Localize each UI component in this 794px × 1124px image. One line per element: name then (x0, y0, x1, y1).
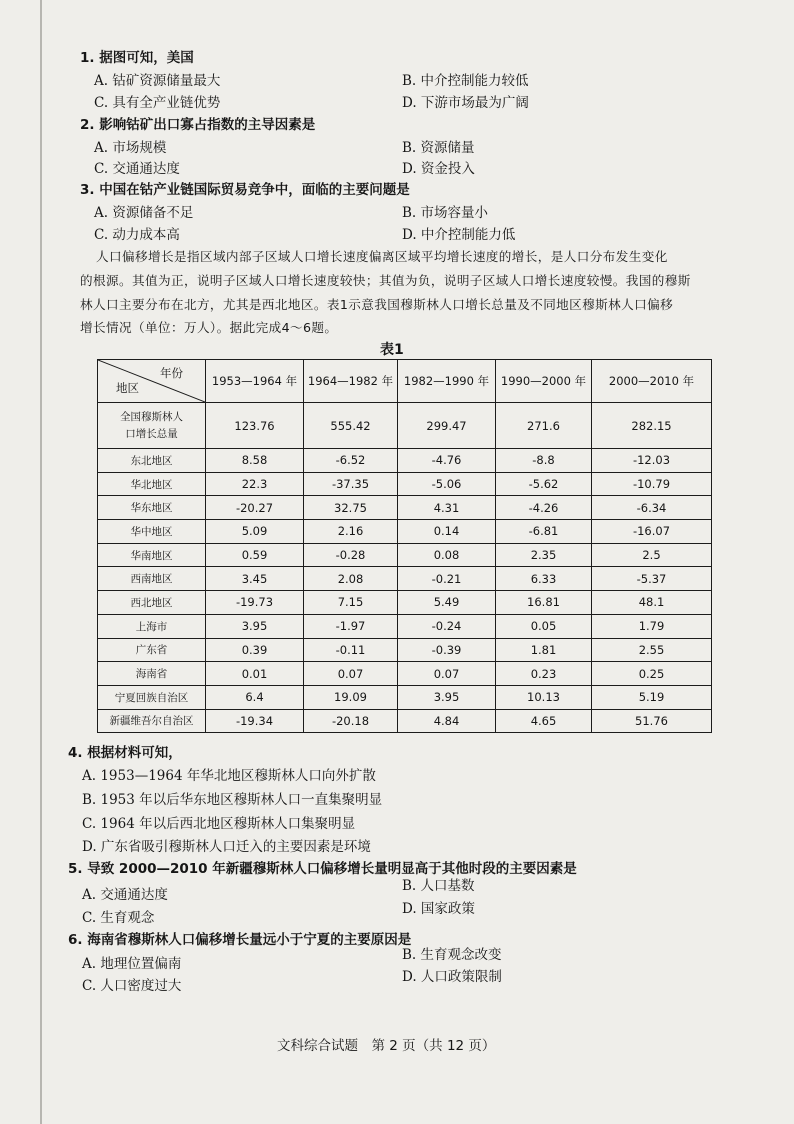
table-cell: -4.76 (398, 449, 496, 473)
table-cell: 5.09 (206, 520, 304, 544)
table-cell: -5.06 (398, 472, 496, 496)
q3-option-c: C. 动力成本高 (94, 227, 180, 243)
total-label-line-1: 全国穆斯林人 (120, 410, 183, 423)
table-row (98, 614, 712, 638)
table-cell: 5.19 (592, 685, 712, 709)
q2-stem: 2. 影响钴矿出口寡占指数的主导因素是 (80, 117, 316, 133)
table-corner-cell (98, 360, 206, 403)
table-row (98, 496, 712, 520)
table-cell: -10.79 (592, 472, 712, 496)
table-row (98, 543, 712, 567)
q6-option-c: C. 人口密度过大 (82, 978, 182, 994)
q4-option-c: C. 1964 年以后西北地区穆斯林人口集聚明显 (82, 816, 356, 832)
table-row (98, 567, 712, 591)
table-cell: 1.79 (592, 614, 712, 638)
table-cell: 282.15 (592, 403, 712, 449)
q3-stem: 3. 中国在钴产业链国际贸易竞争中，面临的主要问题是 (80, 182, 410, 198)
q5-option-a: A. 交通通达度 (82, 887, 168, 903)
region-name-cell: 华北地区 (98, 472, 206, 496)
table-cell: 2.55 (592, 638, 712, 662)
header-region-label: 地区 (116, 381, 139, 395)
table-cell: -5.37 (592, 567, 712, 591)
table-cell: 3.95 (398, 685, 496, 709)
table-cell: 0.07 (398, 662, 496, 686)
q1-option-a: A. 钴矿资源储量最大 (94, 73, 221, 89)
table-body (98, 449, 712, 733)
table-caption: 表1 (380, 342, 404, 358)
q5-stem: 5. 导致 2000—2010 年新疆穆斯林人口偏移增长量明显高于其他时段的主要因素是 (68, 861, 577, 877)
table-cell: -4.26 (496, 496, 592, 520)
table-cell: -1.97 (304, 614, 398, 638)
passage-line-4: 增长情况（单位：万人）。据此完成4～6题。 (80, 320, 338, 335)
region-name-cell: 宁夏回族自治区 (98, 685, 206, 709)
passage-line-2: 的根源。其值为正，说明子区域人口增长速度较快；其值为负，说明子区域人口增长速度较慢。我国的穆斯 (80, 273, 691, 288)
region-name-cell: 海南省 (98, 662, 206, 686)
q1-option-d: D. 下游市场最为广阔 (402, 95, 529, 111)
table-cell: 8.58 (206, 449, 304, 473)
table-cell: 19.09 (304, 685, 398, 709)
table-cell: 2.16 (304, 520, 398, 544)
table-cell: -37.35 (304, 472, 398, 496)
table-cell: 0.59 (206, 543, 304, 567)
q5-option-d: D. 国家政策 (402, 901, 475, 917)
period-header: 2000—2010 年 (592, 360, 712, 403)
table-cell: 7.15 (304, 591, 398, 615)
period-header: 1953—1964 年 (206, 360, 304, 403)
table-cell: 0.01 (206, 662, 304, 686)
table-cell: -16.07 (592, 520, 712, 544)
passage-line-1: 人口偏移增长是指区域内部子区域人口增长速度偏离区域平均增长速度的增长，是人口分布发生变化 (96, 249, 668, 264)
period-header: 1982—1990 年 (398, 360, 496, 403)
table-cell: -6.34 (592, 496, 712, 520)
q6-option-a: A. 地理位置偏南 (82, 956, 182, 972)
q5-option-c: C. 生育观念 (82, 910, 155, 926)
q3-option-b: B. 市场容量小 (402, 205, 489, 221)
total-label-line-2: 口增长总量 (125, 427, 178, 440)
region-name-cell: 西北地区 (98, 591, 206, 615)
region-name-cell: 上海市 (98, 614, 206, 638)
table-cell: 555.42 (304, 403, 398, 449)
table-row (98, 662, 712, 686)
table-cell: 0.07 (304, 662, 398, 686)
q3-option-a: A. 资源储备不足 (94, 205, 194, 221)
region-name-cell: 西南地区 (98, 567, 206, 591)
q4-option-b: B. 1953 年以后华东地区穆斯林人口一直集聚明显 (82, 792, 383, 808)
period-header: 1964—1982 年 (304, 360, 398, 403)
q4-option-a: A. 1953—1964 年华北地区穆斯林人口向外扩散 (82, 768, 376, 784)
table-row-total (98, 403, 712, 449)
table-cell: -20.27 (206, 496, 304, 520)
table-cell: 3.95 (206, 614, 304, 638)
region-name-cell: 华南地区 (98, 543, 206, 567)
q4-stem: 4. 根据材料可知， (68, 745, 182, 761)
q2-option-c: C. 交通通达度 (94, 161, 180, 177)
table-cell: 32.75 (304, 496, 398, 520)
q4-option-d: D. 广东省吸引穆斯林人口迁入的主要因素是环境 (82, 839, 371, 855)
table-cell: 271.6 (496, 403, 592, 449)
table-cell: -8.8 (496, 449, 592, 473)
table-cell: -0.11 (304, 638, 398, 662)
q2-option-b: B. 资源储量 (402, 140, 475, 156)
table-cell: -6.81 (496, 520, 592, 544)
table-cell: -12.03 (592, 449, 712, 473)
table-row (98, 709, 712, 733)
q6-option-d: D. 人口政策限制 (402, 969, 502, 985)
table-cell: 0.05 (496, 614, 592, 638)
table-cell: 6.33 (496, 567, 592, 591)
table-cell: 6.4 (206, 685, 304, 709)
table-cell: -6.52 (304, 449, 398, 473)
table-cell: 0.14 (398, 520, 496, 544)
table-row (98, 520, 712, 544)
q1-stem: 1. 据图可知，美国 (80, 50, 194, 66)
q3-option-d: D. 中介控制能力低 (402, 227, 516, 243)
table-cell: 51.76 (592, 709, 712, 733)
table-cell: 10.13 (496, 685, 592, 709)
q6-option-b: B. 生育观念改变 (402, 947, 502, 963)
table-cell: 0.25 (592, 662, 712, 686)
table-cell: 16.81 (496, 591, 592, 615)
table-cell: -20.18 (304, 709, 398, 733)
table-cell: -0.39 (398, 638, 496, 662)
table-row (98, 472, 712, 496)
table-cell: -19.34 (206, 709, 304, 733)
table-cell: 22.3 (206, 472, 304, 496)
q2-option-d: D. 资金投入 (402, 161, 475, 177)
table-cell: -19.73 (206, 591, 304, 615)
q5-option-b: B. 人口基数 (402, 878, 475, 894)
scan-margin-line (40, 0, 42, 1124)
table-cell: 4.84 (398, 709, 496, 733)
region-name-cell: 华东地区 (98, 496, 206, 520)
q6-stem: 6. 海南省穆斯林人口偏移增长量远小于宁夏的主要原因是 (68, 932, 412, 948)
table-cell: -5.62 (496, 472, 592, 496)
region-name-cell: 广东省 (98, 638, 206, 662)
table-cell: 3.45 (206, 567, 304, 591)
table-cell: 2.35 (496, 543, 592, 567)
table-cell: 0.23 (496, 662, 592, 686)
table-row (98, 449, 712, 473)
data-table (97, 359, 712, 733)
q2-option-a: A. 市场规模 (94, 140, 167, 156)
table-cell: 123.76 (206, 403, 304, 449)
table-row (98, 591, 712, 615)
region-name-cell: 新疆维吾尔自治区 (98, 709, 206, 733)
table-cell: 48.1 (592, 591, 712, 615)
table-row (98, 685, 712, 709)
q1-option-b: B. 中介控制能力较低 (402, 73, 529, 89)
table-cell: 4.65 (496, 709, 592, 733)
table-cell: 1.81 (496, 638, 592, 662)
table-cell: 0.39 (206, 638, 304, 662)
table-cell: -0.21 (398, 567, 496, 591)
page-footer: 文科综合试题 第 2 页（共 12 页） (277, 1038, 496, 1054)
table-cell: -0.24 (398, 614, 496, 638)
region-name-cell: 东北地区 (98, 449, 206, 473)
period-header: 1990—2000 年 (496, 360, 592, 403)
region-name-cell: 华中地区 (98, 520, 206, 544)
table-header-row (98, 360, 712, 403)
total-label-cell (98, 403, 206, 449)
q1-option-c: C. 具有全产业链优势 (94, 95, 221, 111)
table-cell: 2.08 (304, 567, 398, 591)
table-cell: 2.5 (592, 543, 712, 567)
header-year-label: 年份 (160, 366, 183, 380)
table-cell: -0.28 (304, 543, 398, 567)
table-cell: 0.08 (398, 543, 496, 567)
passage-line-3: 林人口主要分布在北方，尤其是西北地区。表1示意我国穆斯林人口增长总量及不同地区穆斯林人口偏移 (80, 297, 674, 312)
diagonal-line (98, 360, 205, 402)
table-row (98, 638, 712, 662)
table-cell: 299.47 (398, 403, 496, 449)
table-cell: 5.49 (398, 591, 496, 615)
table-cell: 4.31 (398, 496, 496, 520)
